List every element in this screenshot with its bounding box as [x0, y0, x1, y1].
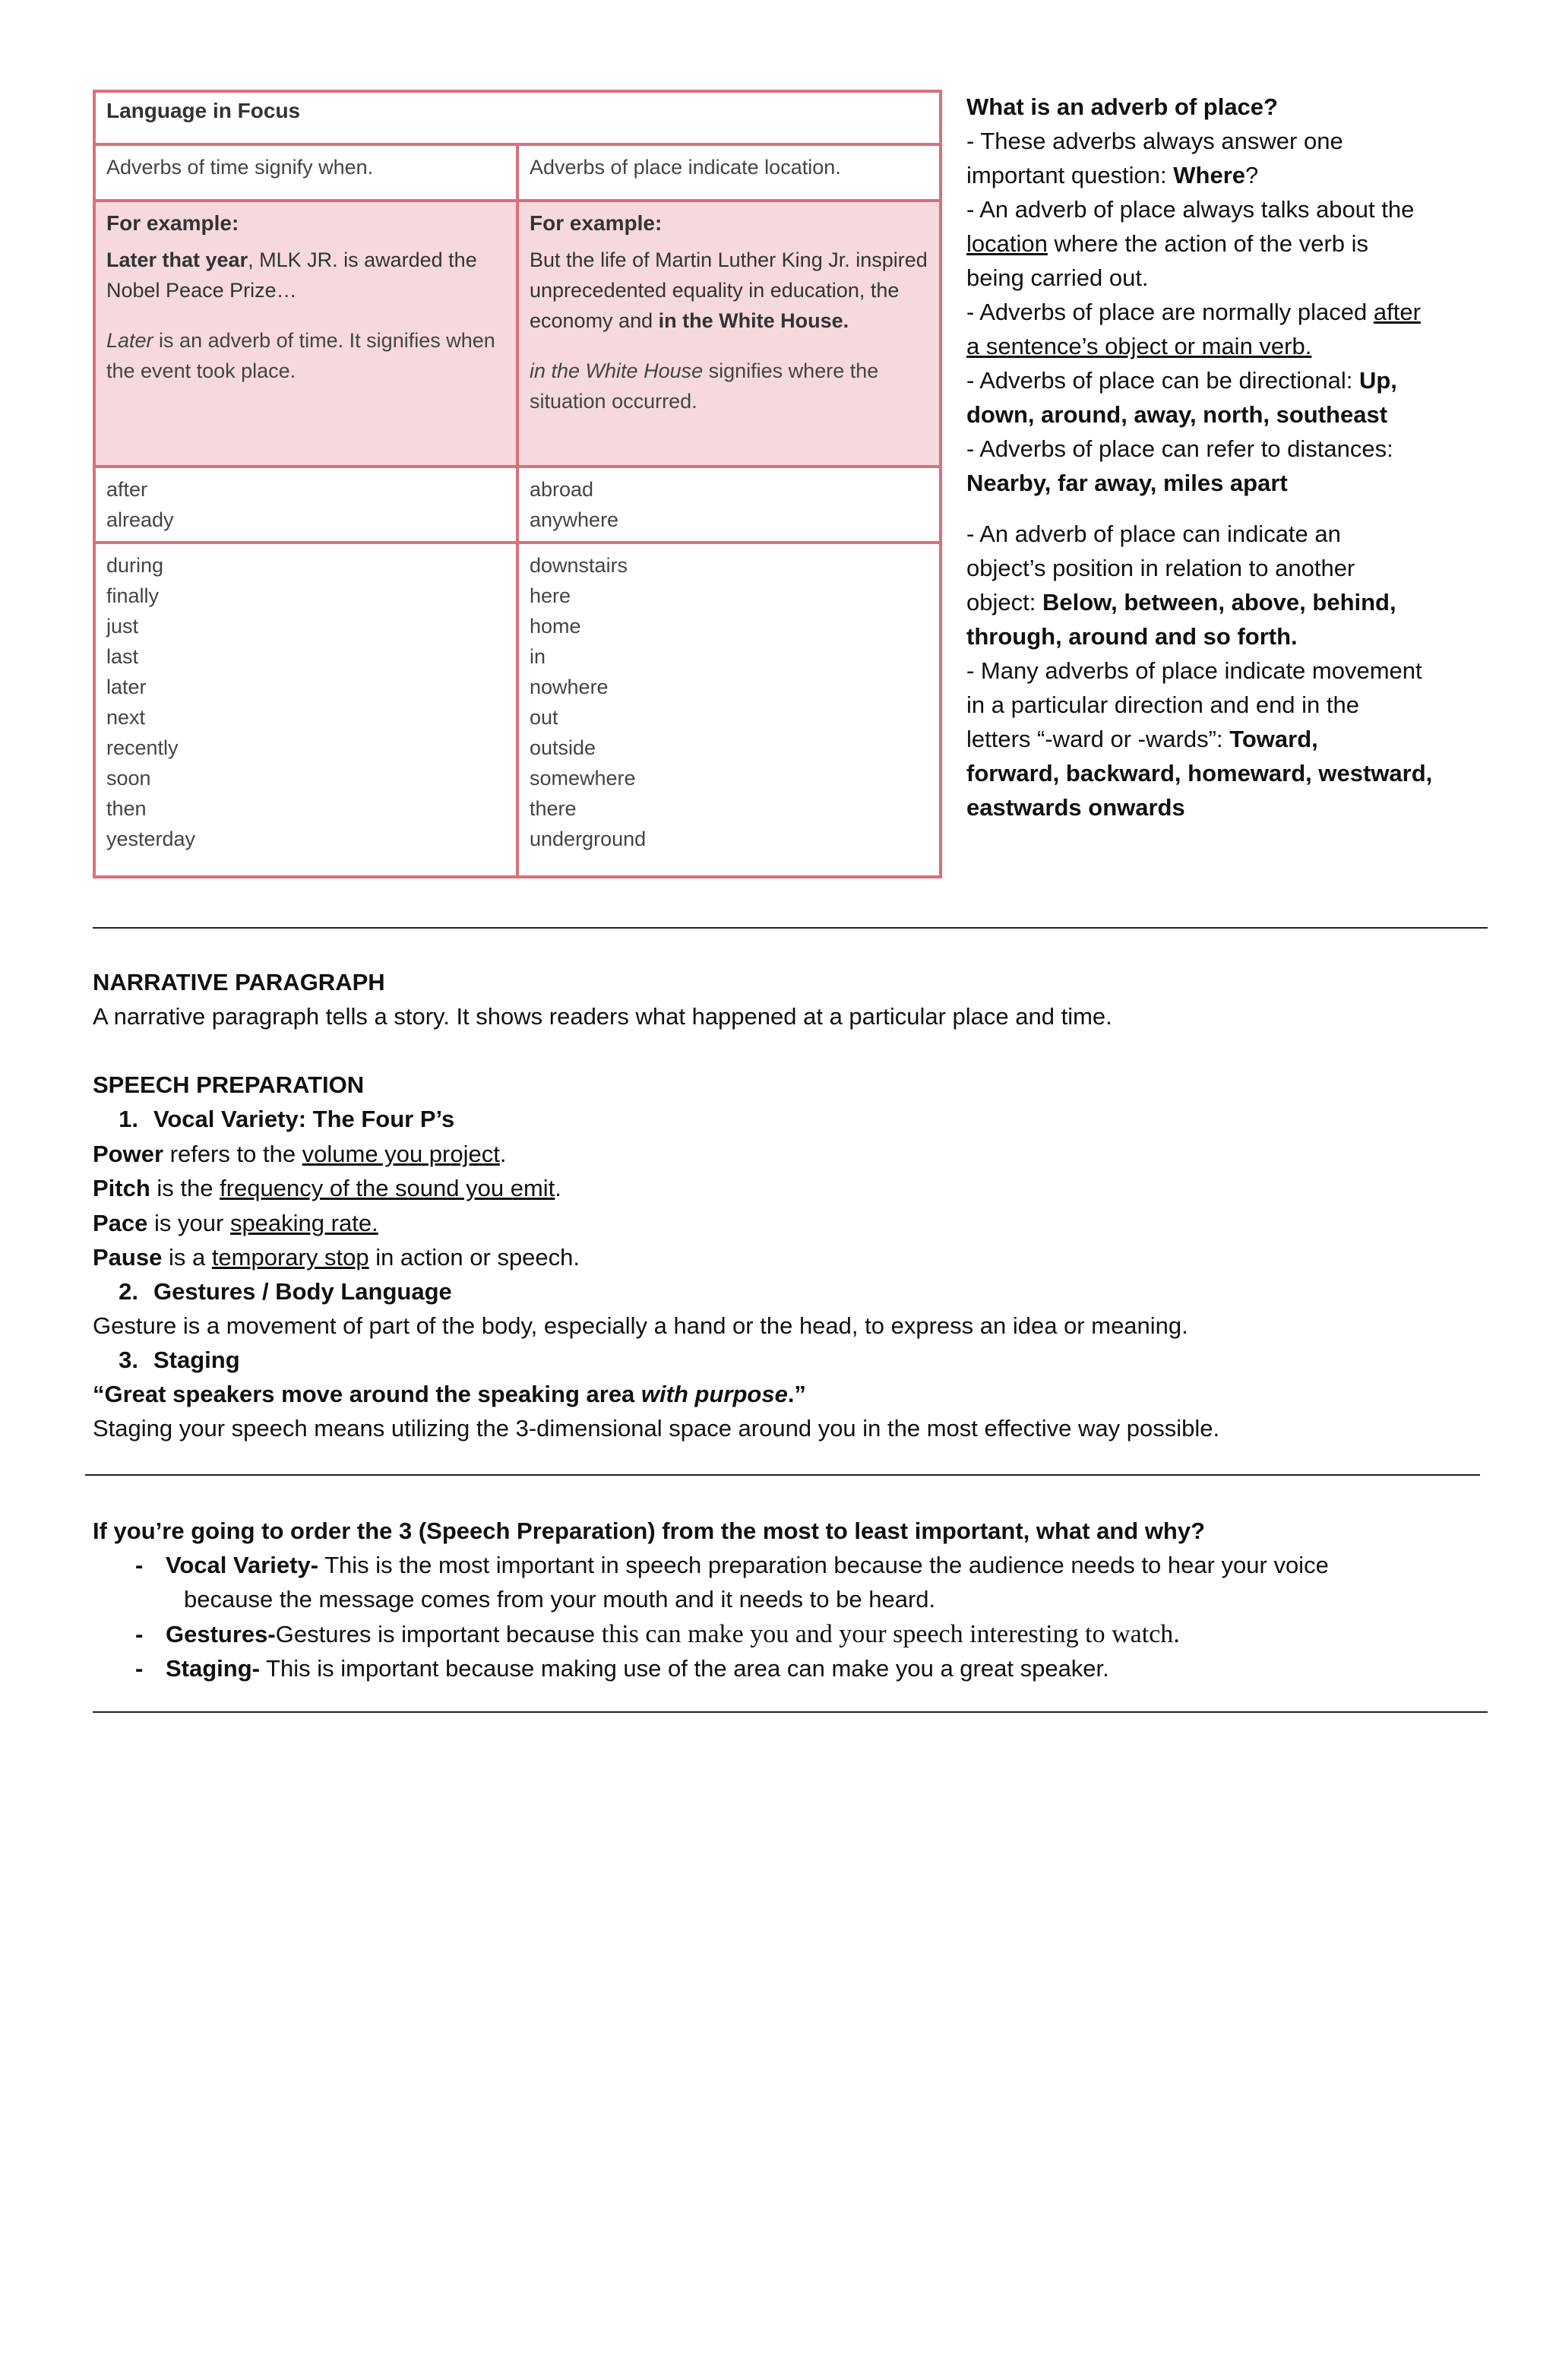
place-word: anywhere [530, 508, 619, 531]
speech-item-3: 3. Staging [119, 1347, 240, 1373]
time-word: just [106, 615, 139, 638]
time-word: soon [106, 767, 151, 790]
narrative-body: A narrative paragraph tells a story. It shows readers what happened at a particular place and time. [93, 1003, 1112, 1030]
time-word: yesterday [106, 828, 196, 850]
time-word: then [106, 797, 147, 820]
place-words-top-cell [517, 467, 941, 543]
divider [93, 1711, 1488, 1713]
time-word: after [106, 478, 148, 501]
order-question: If you’re going to order the 3 (Speech Preparation) from the most to least important, what and why? [93, 1518, 1206, 1544]
notes-line: letters “-ward or -wards”: Toward, [966, 726, 1318, 752]
order-item-staging: - Staging- This is important because making use of the area can make you a great speaker. [135, 1655, 1109, 1682]
place-word: downstairs [530, 554, 628, 577]
adverb-of-place-notes [966, 90, 1498, 824]
time-word: next [106, 706, 146, 729]
time-example-sentence: Later that year, MLK JR. is awarded the Nobel Peace Prize… [106, 248, 477, 302]
notes-line: through, around and so forth. [966, 623, 1298, 650]
speech-item-2: 2. Gestures / Body Language [119, 1278, 452, 1305]
order-item-gestures: - Gestures-Gestures is important because this can make you and your speech interesting to watch. [135, 1620, 1180, 1648]
time-definition: Adverbs of time signify when. [94, 144, 517, 201]
notes-line: object: Below, between, above, behind, [966, 589, 1396, 616]
notes-line: down, around, away, north, southeast [966, 401, 1388, 428]
notes-line: location where the action of the verb is [966, 230, 1369, 257]
place-word: abroad [530, 478, 594, 501]
place-word: somewhere [530, 767, 636, 790]
speech-item-1: 1. Vocal Variety: The Four P’s [119, 1106, 455, 1132]
time-words-cell [94, 543, 517, 877]
notes-line: - These adverbs always answer one [966, 128, 1343, 154]
place-word: here [530, 584, 571, 607]
time-word: already [106, 508, 174, 531]
notes-line: forward, backward, homeward, westward, [966, 760, 1433, 786]
language-in-focus-table [93, 90, 942, 878]
staging-definition: Staging your speech means utilizing the 3-dimensional space around you in the most effective way possible. [93, 1415, 1220, 1442]
speech-heading: SPEECH PREPARATION [93, 1071, 365, 1098]
table-title: Language in Focus [94, 91, 941, 144]
notes-line: - Adverbs of place can be directional: Up, [966, 367, 1397, 394]
notes-line: - An adverb of place can indicate an [966, 521, 1341, 547]
place-example-cell [517, 201, 941, 467]
place-word: there [530, 797, 577, 820]
time-word: during [106, 554, 164, 577]
place-word: outside [530, 736, 596, 759]
time-word: later [106, 676, 147, 698]
place-example-explanation: in the White House signifies where the situation occurred. [530, 359, 879, 413]
notes-line: - Adverbs of place are normally placed after [966, 299, 1421, 325]
notes-line: a sentence’s object or main verb. [966, 333, 1312, 359]
notes-line: eastwards onwards [966, 794, 1185, 821]
place-word: nowhere [530, 676, 609, 698]
divider [85, 1474, 1480, 1476]
power-definition: Power refers to the volume you project. [93, 1141, 507, 1167]
time-example-explanation: Later is an adverb of time. It signifies when the event took place. [106, 329, 495, 382]
notes-line: being carried out. [966, 264, 1149, 291]
place-words-cell [517, 543, 941, 877]
place-word: home [530, 615, 581, 638]
pace-definition: Pace is your speaking rate. [93, 1210, 378, 1236]
notes-line: object’s position in relation to another [966, 555, 1355, 581]
order-item-vocal-cont: because the message comes from your mouth and it needs to be heard. [184, 1586, 936, 1613]
pitch-definition: Pitch is the frequency of the sound you emit. [93, 1175, 561, 1201]
time-word: last [106, 645, 139, 668]
narrative-heading: NARRATIVE PARAGRAPH [93, 969, 385, 995]
place-definition: Adverbs of place indicate location. [517, 144, 941, 201]
example-label: For example: [106, 211, 239, 235]
order-item-vocal: - Vocal Variety- This is the most important in speech preparation because the audience needs to hear your voice [135, 1552, 1329, 1578]
notes-line: important question: Where? [966, 162, 1259, 188]
notes-line: - Many adverbs of place indicate movement [966, 657, 1422, 684]
notes-line: Nearby, far away, miles apart [966, 470, 1288, 496]
time-word: finally [106, 584, 160, 607]
place-word: in [530, 645, 546, 668]
notes-line: - Adverbs of place can refer to distances: [966, 435, 1393, 462]
notes-line: in a particular direction and end in the [966, 692, 1359, 718]
staging-quote: “Great speakers move around the speaking area with purpose.” [93, 1381, 806, 1407]
example-label: For example: [530, 211, 663, 235]
place-word: out [530, 706, 558, 729]
time-example-cell [94, 201, 517, 467]
gesture-definition: Gesture is a movement of part of the body, especially a hand or the head, to express an idea or meaning. [93, 1312, 1188, 1339]
pause-definition: Pause is a temporary stop in action or speech. [93, 1244, 580, 1271]
notes-heading: What is an adverb of place? [966, 93, 1278, 120]
time-words-top-cell [94, 467, 517, 543]
place-word: underground [530, 828, 647, 850]
divider [93, 927, 1488, 929]
notes-line: - An adverb of place always talks about the [966, 196, 1415, 223]
place-example-sentence: But the life of Martin Luther King Jr. inspired unprecedented equality in education, the economy and in the White House. [530, 248, 928, 332]
time-word: recently [106, 736, 179, 759]
